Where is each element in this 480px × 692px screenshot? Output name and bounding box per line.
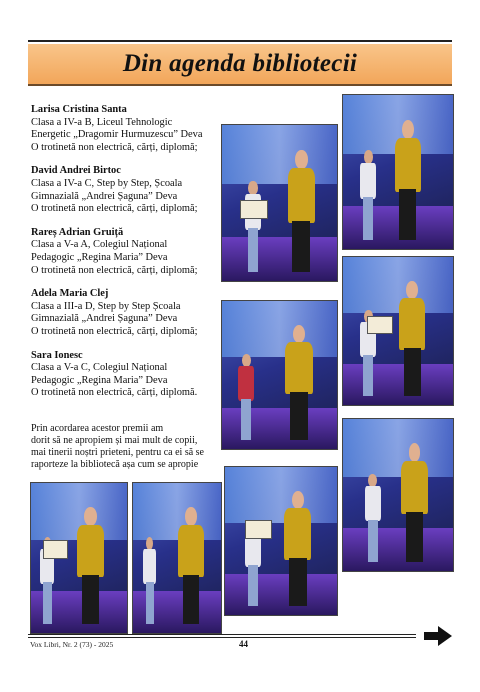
- award-photo: [224, 466, 338, 616]
- winner-class: Clasa a V-a C, Colegiul Național: [31, 362, 168, 374]
- footer-rule: [28, 637, 416, 638]
- page-number: 44: [239, 639, 248, 649]
- closing-paragraph: [31, 423, 219, 471]
- winner-class: Clasa a IV-a C, Step by Step, Școala: [31, 177, 183, 189]
- paragraph-line: dorit să ne apropiem și mai mult de copii,: [31, 435, 198, 446]
- award-photo: [342, 94, 454, 250]
- award-entry: [31, 350, 216, 400]
- paragraph-line: raporteze la bibliotecă așa cum se apropie: [31, 459, 199, 470]
- award-list: [31, 104, 216, 411]
- award-photo: [30, 482, 128, 634]
- award-photo: [132, 482, 222, 634]
- winner-school: Gimnazială „Andrei Șaguna” Deva: [31, 190, 178, 202]
- next-page-arrow-icon[interactable]: [424, 626, 452, 646]
- award-entry: [31, 288, 216, 338]
- winner-prize: O trotinetă non electrică, cărți, diplomă;: [31, 141, 198, 153]
- winner-prize: O trotinetă non electrică, cărți, diplomă;: [31, 264, 198, 276]
- winner-name: David Andrei Birtoc: [31, 165, 121, 177]
- winner-prize: O trotinetă non electrică, cărți, diplomă;: [31, 203, 198, 215]
- winner-name: Sara Ionesc: [31, 349, 83, 361]
- winner-prize: O trotinetă non electrică, cărți, diplomă;: [31, 325, 198, 337]
- section-banner: [28, 44, 452, 86]
- paragraph-line: Prin acordarea acestor premii am: [31, 423, 164, 434]
- paragraph-line: mai tinerii noștri prieteni, pentru ca ei să se: [31, 447, 204, 458]
- award-photo: [342, 418, 454, 572]
- winner-school: Gimnazială „Andrei Șaguna” Deva: [31, 313, 178, 325]
- award-photo: [342, 256, 454, 406]
- award-photo: [221, 300, 338, 450]
- page-title: Din agenda bibliotecii: [122, 50, 358, 77]
- award-entry: [31, 227, 216, 277]
- winner-prize: O trotinetă non electrică, cărți, diplomă.: [31, 387, 198, 399]
- winner-class: Clasa a IV-a B, Liceul Tehnologic: [31, 116, 173, 128]
- winner-name: Adela Maria Clej: [31, 288, 109, 300]
- footer-rule: [28, 634, 416, 635]
- winner-class: Clasa a III-a D, Step by Step Școala: [31, 300, 181, 312]
- winner-name: Larisa Cristina Santa: [31, 104, 127, 115]
- header-rule: [28, 40, 452, 42]
- award-entry: [31, 165, 216, 215]
- winner-school: Energetic „Dragomir Hurmuzescu” Deva: [31, 129, 203, 141]
- winner-name: Rareș Adrian Gruiță: [31, 226, 124, 238]
- winner-school: Pedagogic „Regina Maria” Deva: [31, 374, 168, 386]
- award-photo: [221, 124, 338, 282]
- winner-school: Pedagogic „Regina Maria” Deva: [31, 251, 168, 263]
- award-entry: [31, 104, 216, 154]
- winner-class: Clasa a V-a A, Colegiul Național: [31, 239, 168, 251]
- publication-info: Vox Libri, Nr. 2 (73) - 2025: [30, 640, 114, 649]
